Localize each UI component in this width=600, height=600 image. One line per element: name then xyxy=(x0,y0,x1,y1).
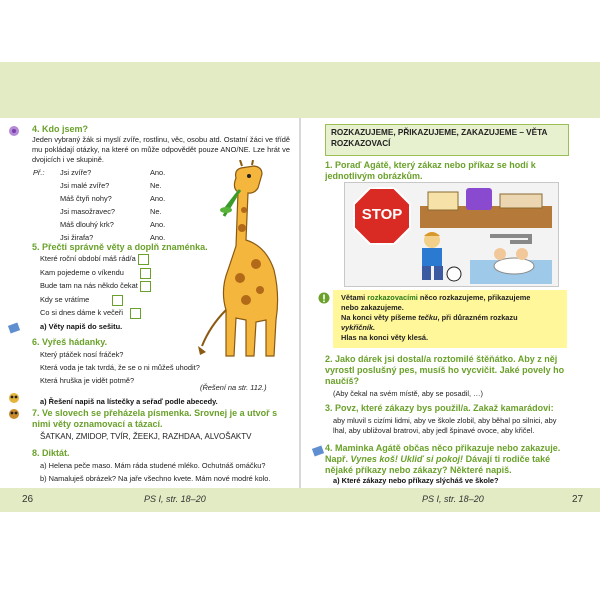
qa-question: Jsi masožravec? xyxy=(60,207,116,216)
ex5-sentence: Co si dnes dáme k večeři xyxy=(40,308,123,317)
r-ex3-title: 3. Povz, které zákazy bys použil/a. Zakaž kamarádovi: xyxy=(325,403,554,413)
workbook-ref-left: PS I, str. 18–20 xyxy=(144,494,206,504)
ex5-sentence: Kam pojedeme o víkendu xyxy=(40,267,124,277)
giraffe-illustration xyxy=(196,160,296,360)
punctuation-box[interactable] xyxy=(112,295,123,306)
example-label: Př.: xyxy=(33,168,45,177)
qa-answer: Ano. xyxy=(150,233,166,242)
stop-sign-label: STOP xyxy=(361,206,403,223)
riddle-line: Která voda je tak tvrdá, že se o ni můžeš uhodit? xyxy=(40,363,200,372)
page-number-right: 27 xyxy=(572,494,584,505)
desk-scene-illustration xyxy=(420,186,552,228)
punctuation-box[interactable] xyxy=(130,308,141,319)
ex4-text: Jeden vybraný žák si myslí zvíře, rostlinu, věc, osobu atd. Ostatní žáci ve třídě mu pokládají otázky, na které on může odpovědět pouze ANO/NE. Lze hrát ve dvojicích i ve skupině. xyxy=(32,135,290,164)
qa-answer: Ne. xyxy=(150,181,162,190)
owl-icon-2 xyxy=(8,408,20,420)
solution-ref: (Řešení na str. 112.) xyxy=(200,383,267,392)
pencil-icon xyxy=(312,445,324,457)
r-ex4-task-a: a) Které zákazy nebo příkazy slýcháš ve škole? xyxy=(333,476,499,485)
riddle-line: Která hruška je vidět potmě? xyxy=(40,376,135,385)
ex6-task-a: a) Řešení napiš na lístečky a seřaď podle abecedy. xyxy=(40,397,218,406)
punctuation-box[interactable] xyxy=(140,281,151,292)
ex5-sentence: Bude tam na nás někdo čekat xyxy=(40,281,138,290)
qa-answer: Ne. xyxy=(150,207,162,216)
ex7-title: 7. Ve slovech se přeházela písmenka. Srovnej je a utvoř s nimi věty oznamovací a tázací. xyxy=(32,408,278,429)
ex5-sentence: Které roční období máš rád/a xyxy=(40,254,136,263)
workbook-ref-right: PS I, str. 18–20 xyxy=(422,494,484,504)
punctuation-box[interactable] xyxy=(138,254,149,265)
ex6-title: 6. Vyřeš hádanky. xyxy=(32,337,108,347)
punctuation-box[interactable] xyxy=(140,268,151,279)
page-gutter xyxy=(299,118,301,488)
ex5-sentence: Kdy se vrátíme xyxy=(40,294,90,304)
qa-question: Máš čtyři nohy? xyxy=(60,194,112,203)
rule-line-5: Hlas na konci věty klesá. xyxy=(341,333,429,342)
top-band xyxy=(0,62,600,118)
qa-answer: Ano. xyxy=(150,168,166,177)
r-ex2-text: (Aby čekal na svém místě, aby se posadil, …) xyxy=(333,389,483,398)
page-number-left: 26 xyxy=(22,494,34,505)
qa-question: Máš dlouhý krk? xyxy=(60,220,114,229)
grammar-rule-box xyxy=(333,290,567,348)
qa-question: Jsi žirafa? xyxy=(60,233,94,242)
r-ex2-title: 2. Jako dárek jsi dostal/a roztomilé štěňátko. Aby z něj vyrostl poslušný pes, musíš ho vycvičit. Jaké povely ho naučíš? xyxy=(325,354,565,386)
flower-icon xyxy=(8,125,20,137)
ex8-title: 8. Diktát. xyxy=(32,448,70,458)
rule-line-2: nebo zakazujeme. xyxy=(341,303,404,312)
ex7-words: ŠATKAN, ZMIDOP, TVÍR, ŽEEKJ, RAZHDAA, ALVOŠAKTV xyxy=(40,432,252,441)
notebook-icon xyxy=(8,322,20,334)
ex8-line-a: a) Helena peče maso. Mám ráda studené mléko. Ochutnáš omáčku? xyxy=(40,461,266,470)
qa-question: Jsi malé zvíře? xyxy=(60,181,110,190)
boy-football-illustration xyxy=(408,230,464,284)
owl-icon xyxy=(8,392,20,404)
section-title: ROZKAZUJEME, PŘIKAZUJEME, ZAKAZUJEME – VĚTA ROZKAZOVACÍ xyxy=(325,124,569,156)
r-ex1-title: 1. Poraď Agátě, který zákaz nebo příkaz se hodí k jednotlivým obrázkům. xyxy=(325,160,536,181)
qa-answer: Ano. xyxy=(150,220,166,229)
ex5-task-a: a) Věty napiš do sešitu. xyxy=(40,322,123,331)
r-ex3-text: aby mluvil s cizími lidmi, aby ve škole zlobil, aby běhal po silnici, aby lhal, aby ubližoval bratrovi, aby jedl špinavé ovoce, aby křičel. xyxy=(333,416,557,435)
footer-band xyxy=(0,488,600,512)
riddle-line: Který ptáček nosí fráček? xyxy=(40,350,124,359)
rule-line-1: Větami rozkazovacími něco rozkazujeme, přikazujeme xyxy=(341,293,531,302)
rule-line-3: Na konci věty píšeme tečku, při důrazném rozkazu xyxy=(341,313,518,322)
ex8-line-b: b) Namaluješ obrázek? Na jaře všechno kvete. Mám nové modré kolo. xyxy=(40,474,271,483)
handwash-illustration xyxy=(470,230,552,284)
qa-answer: Ano. xyxy=(150,194,166,203)
ex5-title: 5. Přečti správně věty a doplň znaménka. xyxy=(32,242,208,252)
rule-line-4: vykřičník. xyxy=(341,323,376,332)
ex4-title: 4. Kdo jsem? xyxy=(32,124,89,134)
r-ex4-title: 4. Maminka Agátě občas něco přikazuje nebo zakazuje. Např. Vynes koš! Ukliď si pokoj! Dávají ti rodiče také nějaké příkazy nebo zákazy? Některé napiš. xyxy=(325,443,561,475)
exclamation-icon xyxy=(318,292,330,304)
qa-question: Jsi zvíře? xyxy=(60,168,92,177)
